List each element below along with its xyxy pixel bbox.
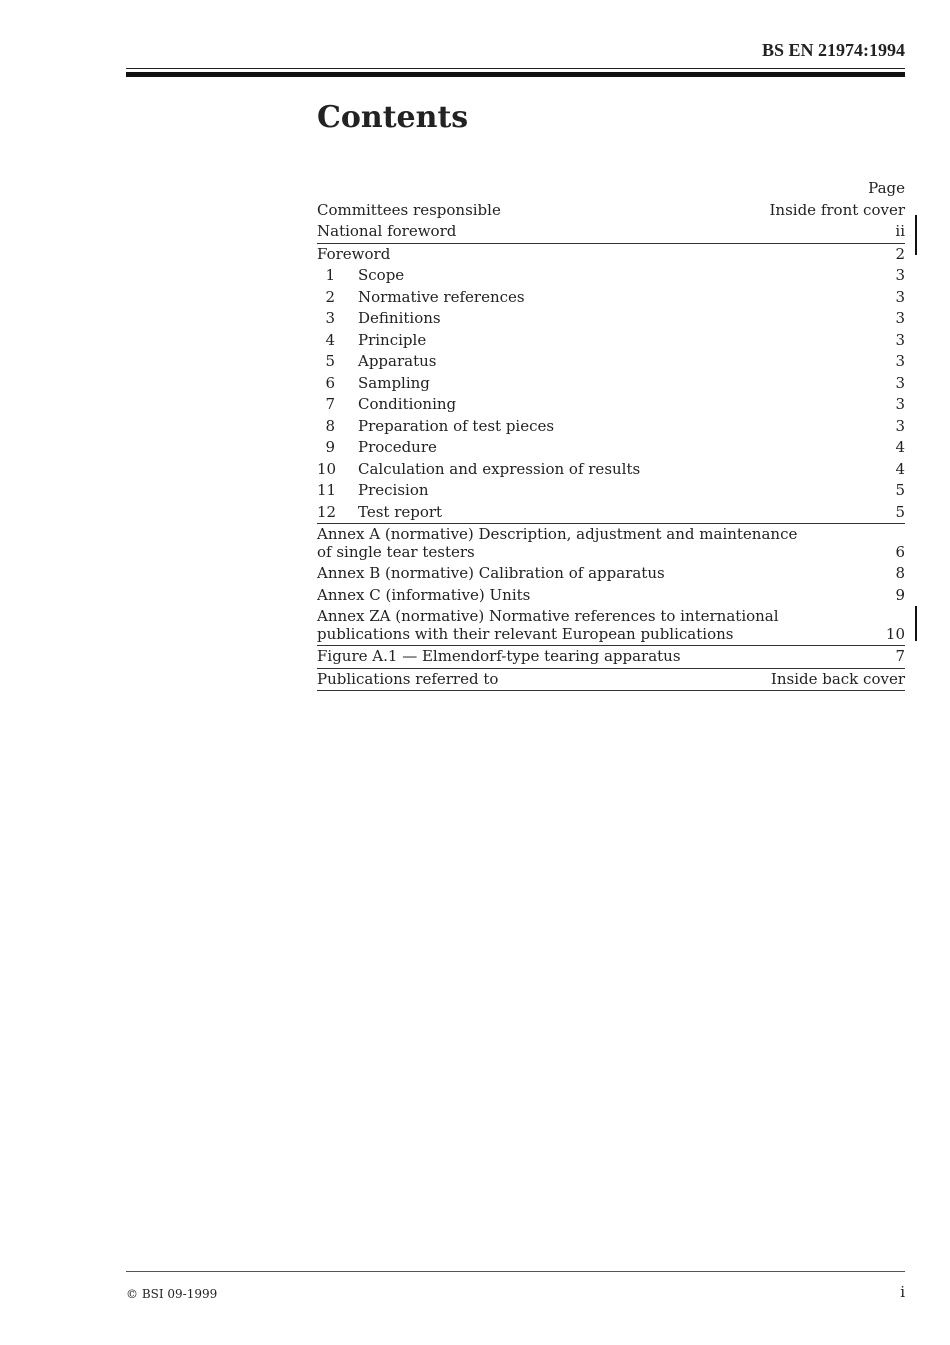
toc-annex-b[interactable] xyxy=(317,563,905,585)
header-rule-thick xyxy=(126,72,905,77)
clause-title: Procedure xyxy=(358,438,437,456)
toc-entry-page: 9 xyxy=(895,585,905,604)
clause-number: 11 xyxy=(317,481,337,499)
clause-number: 2 xyxy=(325,287,335,306)
clause-title: Principle xyxy=(358,330,427,349)
toc-entry-page: 10 xyxy=(885,625,905,643)
header-rule-thin xyxy=(126,68,905,69)
annex-title: Annex C (informative) Units xyxy=(317,585,531,604)
clause-number: 4 xyxy=(325,330,335,349)
toc-entry-label: Figure A.1 — Elmendorf-type tearing apparatus xyxy=(317,647,681,665)
clause-title: Test report xyxy=(358,502,443,521)
clause-number: 6 xyxy=(325,373,335,392)
toc-entry-page: 5 xyxy=(895,502,905,521)
clause-number: 3 xyxy=(325,309,335,327)
toc-entry-page: 8 xyxy=(895,564,905,582)
clause-number: 8 xyxy=(325,416,335,435)
toc-entry-page: 3 xyxy=(895,373,905,392)
clause-title: Sampling xyxy=(358,373,430,392)
toc-clause-row[interactable] xyxy=(317,287,905,309)
footer-copyright: © BSI 09-1999 xyxy=(126,1287,218,1301)
toc-entry-page: 3 xyxy=(895,309,905,327)
toc-entry-page: 3 xyxy=(895,330,905,349)
annex-title-line1: Annex A (normative) Description, adjustment and maintenance xyxy=(317,525,798,543)
toc-entry-label: Committees responsible xyxy=(317,200,501,219)
toc-entry-label: Publications referred to xyxy=(317,669,499,688)
toc-clause-row[interactable] xyxy=(317,437,905,459)
toc-clause-row[interactable] xyxy=(317,373,905,395)
clause-number: 1 xyxy=(325,266,335,284)
footer-page-number: i xyxy=(900,1283,905,1301)
toc-entry-committees[interactable] xyxy=(317,200,905,222)
toc-entry-label: Foreword xyxy=(317,244,391,263)
clause-title: Normative references xyxy=(358,287,525,306)
toc-entry-page: 3 xyxy=(895,395,905,413)
toc-clause-row[interactable] xyxy=(317,502,905,524)
clause-number: 7 xyxy=(325,395,335,413)
toc-entry-page: 4 xyxy=(895,438,905,456)
toc-clause-row[interactable] xyxy=(317,480,905,502)
toc-page-heading: Page xyxy=(868,179,905,197)
toc-entry-page: 7 xyxy=(895,647,905,665)
toc-entry-figure[interactable] xyxy=(317,645,905,668)
toc-clause-row[interactable] xyxy=(317,265,905,287)
toc-clause-row[interactable] xyxy=(317,459,905,481)
toc-annex-a[interactable] xyxy=(317,523,905,563)
toc-entry-page: 6 xyxy=(895,543,905,561)
clause-title: Definitions xyxy=(358,309,441,327)
toc-clause-row[interactable] xyxy=(317,416,905,438)
clause-title: Apparatus xyxy=(358,352,437,370)
clause-title: Conditioning xyxy=(358,395,457,413)
clause-title: Scope xyxy=(358,266,405,284)
clause-number: 12 xyxy=(317,502,337,521)
annex-title-line2: publications with their relevant European publications xyxy=(317,625,734,643)
toc-entry-page: Inside front cover xyxy=(769,200,905,219)
clause-title: Preparation of test pieces xyxy=(358,416,555,435)
toc-annex-za[interactable] xyxy=(317,606,905,645)
clause-number: 10 xyxy=(317,459,337,478)
toc-clause-row[interactable] xyxy=(317,308,905,330)
document-code: BS EN 21974:1994 xyxy=(761,40,905,60)
toc-entry-page: 4 xyxy=(895,459,905,478)
footer-rule xyxy=(126,1271,905,1272)
annex-title: Annex B (normative) Calibration of apparatus xyxy=(317,564,665,582)
clause-number: 5 xyxy=(325,352,335,370)
toc-entry-label: National foreword xyxy=(317,222,457,240)
toc-entry-page: 3 xyxy=(895,416,905,435)
annex-title-line2: of single tear testers xyxy=(317,543,475,561)
toc-entry-page: 3 xyxy=(895,352,905,370)
toc-entry-national-foreword[interactable] xyxy=(317,221,905,243)
clause-title: Calculation and expression of results xyxy=(358,459,641,478)
toc-entry-page: 3 xyxy=(895,287,905,306)
table-of-contents xyxy=(317,178,905,691)
change-bar xyxy=(915,215,917,255)
clause-title: Precision xyxy=(358,481,429,499)
toc-entry-page: 3 xyxy=(895,266,905,284)
toc-entry-page: ii xyxy=(895,222,905,240)
annex-title-line1: Annex ZA (normative) Normative references to international xyxy=(317,607,779,625)
change-bar xyxy=(915,606,917,641)
toc-clause-row[interactable] xyxy=(317,394,905,416)
toc-clause-row[interactable] xyxy=(317,351,905,373)
toc-entry-page: Inside back cover xyxy=(770,669,905,688)
page-title: Contents xyxy=(317,100,469,135)
clause-number: 9 xyxy=(325,438,335,456)
toc-entry-publications[interactable] xyxy=(317,668,905,692)
toc-entry-page: 5 xyxy=(895,481,905,499)
toc-annex-c[interactable] xyxy=(317,585,905,607)
toc-entry-page: 2 xyxy=(895,244,905,263)
toc-page-heading-row xyxy=(317,178,905,200)
toc-entry-foreword[interactable] xyxy=(317,243,905,266)
toc-clause-row[interactable] xyxy=(317,330,905,352)
